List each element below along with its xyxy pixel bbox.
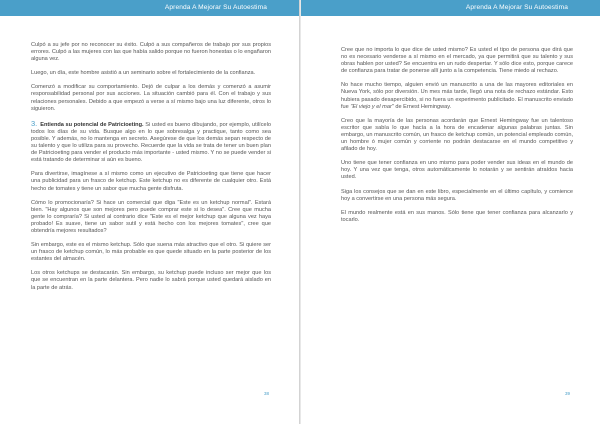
right-paragraph-2-end: de Ernest Hemingway. bbox=[393, 103, 452, 110]
right-page bbox=[301, 0, 600, 424]
left-header-title: Aprenda A Mejorar Su Autoestima bbox=[164, 4, 267, 11]
right-page-number: 39 bbox=[564, 391, 570, 396]
left-paragraph-5: Para divertirse, imagínese a sí mismo como un ejecutivo de Patricioeting que tiene que hacer una publicidad para un frasco de ketchup. Este ketchup no es diferente de cualquier otro. Está hecho de tomates y tiene un sabor que mucha gente disfruta. bbox=[31, 171, 271, 192]
left-page-header bbox=[0, 0, 299, 16]
book-title: "El viejo y el mar" bbox=[350, 103, 394, 110]
right-header-title: Aprenda A Mejorar Su Autoestima bbox=[465, 4, 568, 11]
right-paragraph-2-start: No hace mucho tiempo, alguien envió un manuscrito a una de las mayores editoriales en Nueva York, sólo por diversión. Un mes más tarde, llegó una nota de rechazo estándar. Esto hubiera pasado desapercibido, si no fuera un experimento publicitado. El manuscrito enviado fue bbox=[341, 82, 573, 110]
right-paragraph-2 bbox=[341, 82, 573, 110]
right-paragraph-1: Cree que no importa lo que dice de usted mismo? Es usted el tipo de persona que dirá que no es necesario venderse a sí mismo en el mercado, ya que permitirá que su talento y sus obras hablen por usted? Se encuentra en un rudo despertar. Y sólo dice esto, porque carece de confianza para tratar de ponerse allí junto a la competencia. Tiene miedo al rechazo. bbox=[341, 47, 573, 75]
left-paragraph-2: Luego, un día, este hombre asistió a un seminario sobre el fortalecimiento de la confianza. bbox=[31, 70, 256, 77]
left-page bbox=[0, 0, 299, 424]
right-paragraph-3: Creo que la mayoría de las personas acordarán que Ernest Hemingway fue un talentoso escritor que sabía lo que hacía a la hora de encadenar algunas palabras juntas. Sin embargo, un manuscrito común, un frasco de ketchup común, un potencial empleado común, un hombre ó mujer común y corriente no podrán destacarse en el mundo competitivo y afilado de hoy. bbox=[341, 117, 573, 153]
left-paragraph-8: Los otros ketchups se destacarán. Sin embargo, su ketchup puede incluso ser mejor que los que se encuentran en la parte delantera. Pero nadie lo sabrá porque usted quedará aislado en la parte de atrás. bbox=[31, 270, 271, 291]
right-page-header bbox=[301, 0, 600, 16]
left-paragraph-7: Sin embargo, este es el mismo ketchup. Sólo que suena más atractivo que el otro. Si quiere ser un frasco de ketchup común, lo más probable es que quede situado en la parte posterior de los estantes del almacén. bbox=[31, 242, 271, 263]
left-page-number: 38 bbox=[263, 391, 269, 396]
left-paragraph-4 bbox=[31, 120, 271, 165]
section-heading: Entienda su potencial de Patricioeting. bbox=[40, 121, 144, 128]
left-page-body bbox=[31, 42, 271, 299]
left-paragraph-1: Culpó a su jefe por no reconocer su éxito. Culpó a sus compañeros de trabajo por sus propios errores. Culpó a las mujeres con las que había salido porque no fueron honestas o lo engañaron alguna vez. bbox=[31, 42, 271, 63]
right-paragraph-4: Uno tiene que tener confianza en uno mismo para poder vender sus ideas en el mundo de hoy. Y una vez que tenga, otros automáticamente lo notarán y se sentirán atraídos hacia usted. bbox=[341, 160, 573, 181]
section-number: 3. bbox=[31, 118, 38, 128]
left-paragraph-6: Cómo lo promocionaría? Si hace un comercial que diga "Este es un ketchup normal". Estará bien. "Hay algunos que son mejores pero puede comprar este si lo desea". Cree que mucha gente lo compraría? Si usted al contrario dice "Este es el mejor ketchup que alguna vez haya probado! Es suave, tiene un sabor sutil y está hecho con los mejores tomates", cree que obtendría mejores resultados? bbox=[31, 199, 271, 234]
right-paragraph-5: Siga los consejos que se dan en este libro, especialmente en el último capítulo, y comience hoy a convertirse en una persona más segura. bbox=[341, 188, 573, 202]
section-text: Si usted es bueno dibujando, por ejemplo, utilícelo todos los días de su vida. Busque algo en lo que sobresalga y practique, tanto como sea posible. Y además, no lo mantenga en secreto. Asegúrese de que los demás sepan respecto de su talento y que lo utiliza para su provecho. Recuerde que la vida se trata de tener un buen plan de Patricioeting para vender el producto más importante - usted mismo. Y no se puede vender si está tratando de determinar si aún es bueno. bbox=[31, 121, 271, 164]
left-paragraph-3: Comenzó a modificar su comportamiento. Dejó de culpar a los demás y comenzó a asumir responsabilidad personal por sus acciones. La situación cambió para él. Con el trabajo y sus relaciones personales. Debido a que empezó a verse a sí mismo bajo una luz diferente, otros lo siguieron. bbox=[31, 84, 271, 112]
right-paragraph-6: El mundo realmente está en sus manos. Sólo tiene que tener confianza para alcanzarlo y tocarlo. bbox=[341, 209, 573, 223]
right-page-body bbox=[341, 47, 573, 231]
